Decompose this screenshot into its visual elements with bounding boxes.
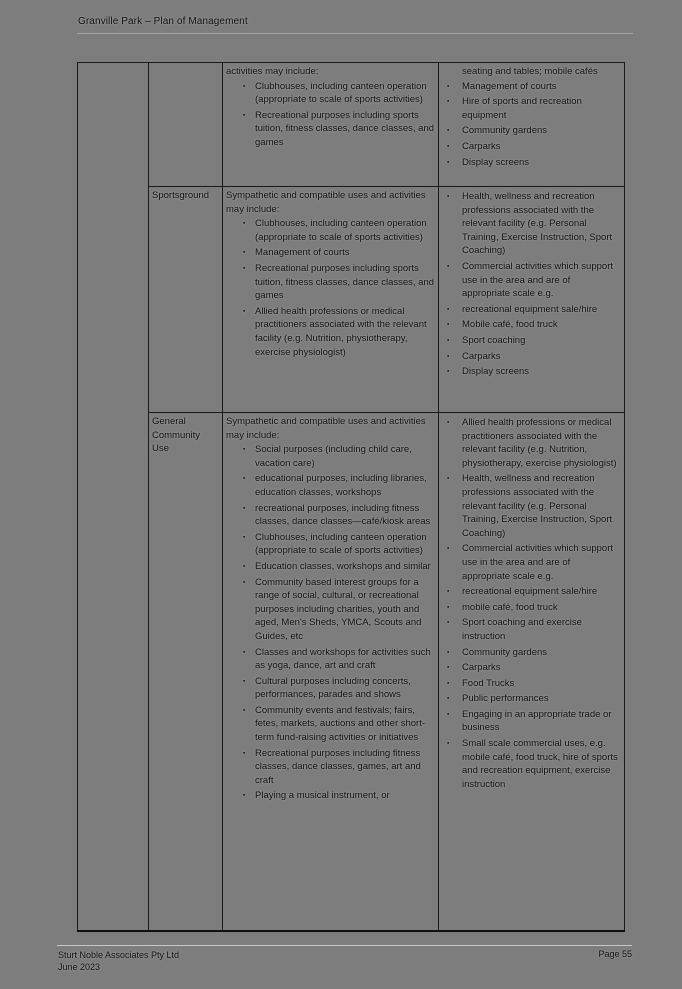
bullet-list	[226, 217, 434, 359]
bullet-item	[226, 675, 434, 702]
bullet-square-icon: ▪	[447, 664, 450, 672]
cell-intro: activities may include:	[226, 66, 319, 77]
bullet-text: Community gardens	[462, 646, 548, 658]
bullet-square-icon: ▪	[243, 562, 246, 570]
bullet-text: Carparks	[462, 350, 501, 362]
bullet-item	[442, 365, 620, 379]
bullet-text: Recreational purposes including sports tuition, fitness classes, dance classes, and games	[255, 262, 435, 302]
table-row-continued	[78, 63, 625, 187]
bullet-item	[442, 80, 620, 94]
bullet-square-icon: ▪	[447, 419, 450, 426]
header-rule	[77, 33, 633, 34]
bullet-text: educational purposes, including libraries, education classes, workshops	[255, 473, 427, 498]
bullet-item	[442, 692, 620, 706]
bullet-text: Health, wellness and recreation professions associated with the relevant facility (e.g. Personal Training, Exercise Instruction, Sport Coaching)	[462, 473, 613, 539]
bullet-square-icon: ▪	[447, 127, 450, 135]
bullet-item	[442, 585, 620, 599]
bullet-item	[226, 217, 434, 244]
bullet-item	[442, 616, 620, 643]
bullet-item	[442, 260, 620, 301]
bullet-square-icon: ▪	[243, 264, 246, 272]
bullet-square-icon: ▪	[447, 142, 450, 150]
bullet-square-icon: ▪	[447, 475, 450, 483]
bullet-text: Classes and workshops for activities such as yoga, dance, art and craft	[255, 646, 431, 672]
bullet-square-icon: ▪	[447, 98, 450, 106]
bullet-item	[442, 661, 620, 675]
bullet-square-icon: ▪	[243, 706, 246, 714]
bullet-square-icon: ▪	[243, 578, 246, 586]
bullet-item	[442, 318, 620, 332]
bullet-square-icon: ▪	[243, 749, 246, 757]
bullet-square-icon: ▪	[447, 603, 450, 611]
bullet-item	[442, 190, 620, 258]
use-cell: General Community Use	[149, 413, 223, 931]
bullet-item	[442, 472, 620, 540]
bullet-text: Community based interest groups for a range of social, cultural, or recreational purposes including charities, youth and aged, Men's Sheds, YMCA, Scouts and Guides, etc	[255, 576, 422, 642]
bullet-square-icon: ▪	[447, 588, 450, 596]
bullet-square-icon: ▪	[243, 307, 246, 315]
bullet-item	[226, 789, 434, 803]
bullet-item	[226, 560, 434, 574]
bullet-square-icon: ▪	[243, 111, 246, 119]
bullet-item	[226, 443, 434, 470]
bullet-item	[442, 737, 620, 791]
bullet-square-icon: ▪	[243, 82, 246, 90]
bullet-item	[442, 303, 620, 317]
bullet-text: Clubhouses, including canteen operation (appropriate to scale of sports activities)	[255, 218, 427, 243]
bullet-list	[226, 443, 434, 803]
footer-company: Sturt Noble Associates Pty Ltd	[58, 950, 180, 960]
bullet-text: Health, wellness and recreation professions associated with the relevant facility (e.g. Personal Training, Exercise Instruction, Sport Coaching)	[462, 191, 613, 257]
bullet-square-icon: ▪	[447, 619, 450, 627]
compatible-uses-cell	[223, 413, 439, 931]
bullet-item	[226, 262, 434, 303]
bullet-item	[226, 80, 434, 107]
bullet-square-icon: ▪	[447, 545, 450, 553]
bullet-square-icon: ▪	[243, 446, 246, 454]
bullet-text: Public performances	[462, 693, 549, 705]
supporting-uses-cell	[439, 63, 625, 187]
uses-table	[77, 62, 625, 932]
bullet-square-icon: ▪	[447, 262, 450, 270]
page-number: Page 55	[598, 949, 632, 959]
bullet-square-icon: ▪	[243, 792, 246, 800]
bullet-text: recreational equipment sale/hire	[462, 303, 598, 315]
supporting-uses-cell	[439, 187, 625, 413]
bullet-text: Allied health professions or medical practitioners associated with the relevant facility (e.g. Nutrition, physiotherapy, exercise physiologist)	[255, 305, 427, 358]
bullet-item	[442, 601, 620, 615]
bullet-text: Sport coaching and exercise instruction	[462, 617, 582, 642]
table-row-general-community-use	[78, 413, 625, 931]
bullet-text: recreational purposes, including fitness classes, dance classes—café/kiosk areas	[255, 502, 431, 528]
bullet-item	[226, 109, 434, 150]
footer-date: June 2023	[58, 962, 101, 972]
bullet-square-icon: ▪	[243, 249, 246, 257]
bullet-item	[226, 531, 434, 558]
bullet-text: Commercial activities which support use in the area and are of appropriate scale e.g.	[462, 260, 613, 300]
bullet-square-icon: ▪	[447, 710, 450, 718]
bullet-item	[226, 502, 434, 529]
bullet-text: mobile café, food truck	[462, 601, 558, 613]
bullet-item	[226, 246, 434, 260]
bullet-text: Cultural purposes including concerts, performances, parades and shows	[255, 675, 411, 701]
bullet-text: Community events and festivals; fairs, fetes, markets, auctions and other short-term fund-raising activities or initiatives	[255, 704, 426, 744]
bullet-text: Engaging in an appropriate trade or business	[462, 708, 612, 734]
bullet-item	[226, 472, 434, 499]
use-cell: Sportsground	[149, 187, 223, 413]
bullet-text: Display screens	[462, 366, 530, 378]
bullet-text: Small scale commercial uses, e.g. mobile café, food truck, hire of sports and recreation equipment, exercise instruction	[462, 738, 618, 790]
bullet-text: Education classes, workshops and similar	[255, 560, 431, 572]
bullet-text: Management of courts	[255, 247, 350, 259]
bullet-square-icon: ▪	[447, 368, 450, 376]
uses-table-wrapper	[77, 62, 624, 932]
bullet-square-icon: ▪	[243, 220, 246, 228]
bullet-item	[226, 305, 434, 359]
bullet-item	[226, 646, 434, 673]
bullet-square-icon: ▪	[447, 82, 450, 90]
bullet-square-icon: ▪	[447, 740, 450, 748]
bullet-item	[442, 677, 620, 691]
bullet-text: Recreational purposes including fitness classes, dance classes, games, art and craft	[255, 747, 421, 786]
bullet-square-icon: ▪	[243, 648, 246, 656]
bullet-item	[442, 708, 620, 735]
bullet-square-icon: ▪	[243, 504, 246, 512]
supporting-uses-cell	[439, 413, 625, 931]
bullet-square-icon: ▪	[447, 305, 450, 313]
bullet-text: Playing a musical instrument, or	[255, 790, 390, 802]
page-header-title: Granville Park – Plan of Management	[78, 16, 248, 27]
bullet-item	[226, 747, 434, 788]
bullet-list	[226, 80, 434, 150]
bullet-item	[442, 416, 620, 470]
bullet-text: Hire of sports and recreation equipment	[462, 96, 582, 121]
bullet-text: Food Trucks	[462, 677, 515, 689]
bullet-square-icon: ▪	[243, 677, 246, 685]
bullet-item	[442, 140, 620, 154]
bullet-square-icon: ▪	[243, 533, 246, 541]
bullet-text: Recreational purposes including sports tuition, fitness classes, dance classes, and games	[255, 109, 435, 148]
continuation-text: seating and tables; mobile cafés	[462, 66, 598, 77]
table-row-sportsground	[78, 187, 625, 413]
bullet-item	[442, 124, 620, 138]
footer-rule	[57, 945, 632, 946]
bullet-item	[442, 542, 620, 583]
bullet-text: Sport coaching	[462, 334, 526, 346]
bullet-item	[442, 156, 620, 170]
bullet-item	[442, 350, 620, 364]
area-cell	[78, 63, 149, 931]
bullet-square-icon: ▪	[447, 336, 450, 344]
bullet-text: Management of courts	[462, 80, 557, 92]
bullet-square-icon: ▪	[447, 352, 450, 360]
bullet-square-icon: ▪	[447, 321, 450, 329]
bullet-item	[442, 95, 620, 122]
bullet-list	[442, 416, 620, 791]
bullet-text: Commercial activities which support use in the area and are of appropriate scale e.g.	[462, 543, 613, 582]
bullet-text: Carparks	[462, 140, 501, 152]
footer-left	[58, 949, 179, 973]
bullet-square-icon: ▪	[243, 475, 246, 483]
bullet-text: Mobile café, food truck	[462, 319, 558, 331]
cell-intro: Sympathetic and compatible uses and activities may include:	[226, 416, 426, 441]
bullet-text: Clubhouses, including canteen operation (appropriate to scale of sports activities)	[255, 531, 427, 557]
bullet-text: recreational equipment sale/hire	[462, 586, 598, 598]
bullet-square-icon: ▪	[447, 648, 450, 656]
bullet-item	[226, 576, 434, 644]
bullet-square-icon: ▪	[447, 679, 450, 687]
bullet-text: Carparks	[462, 662, 501, 674]
compatible-uses-cell	[223, 187, 439, 413]
bullet-square-icon: ▪	[447, 193, 450, 200]
bullet-text: Display screens	[462, 156, 530, 168]
bullet-item	[442, 334, 620, 348]
bullet-square-icon: ▪	[447, 695, 450, 703]
bullet-text: Community gardens	[462, 125, 548, 137]
bullet-item	[442, 646, 620, 660]
bullet-list	[442, 80, 620, 170]
cell-intro: Sympathetic and compatible uses and activities may include:	[226, 190, 426, 215]
compatible-uses-cell	[223, 63, 439, 187]
bullet-list	[442, 190, 620, 379]
use-cell	[149, 63, 223, 187]
bullet-text: Clubhouses, including canteen operation (appropriate to scale of sports activities)	[255, 80, 427, 106]
bullet-text: Allied health professions or medical practitioners associated with the relevant facility (e.g. Nutrition, physiotherapy, exercise physiologist)	[462, 417, 617, 469]
bullet-item	[226, 704, 434, 745]
bullet-text: Social purposes (including child care, vacation care)	[255, 444, 412, 469]
bullet-square-icon: ▪	[447, 158, 450, 166]
